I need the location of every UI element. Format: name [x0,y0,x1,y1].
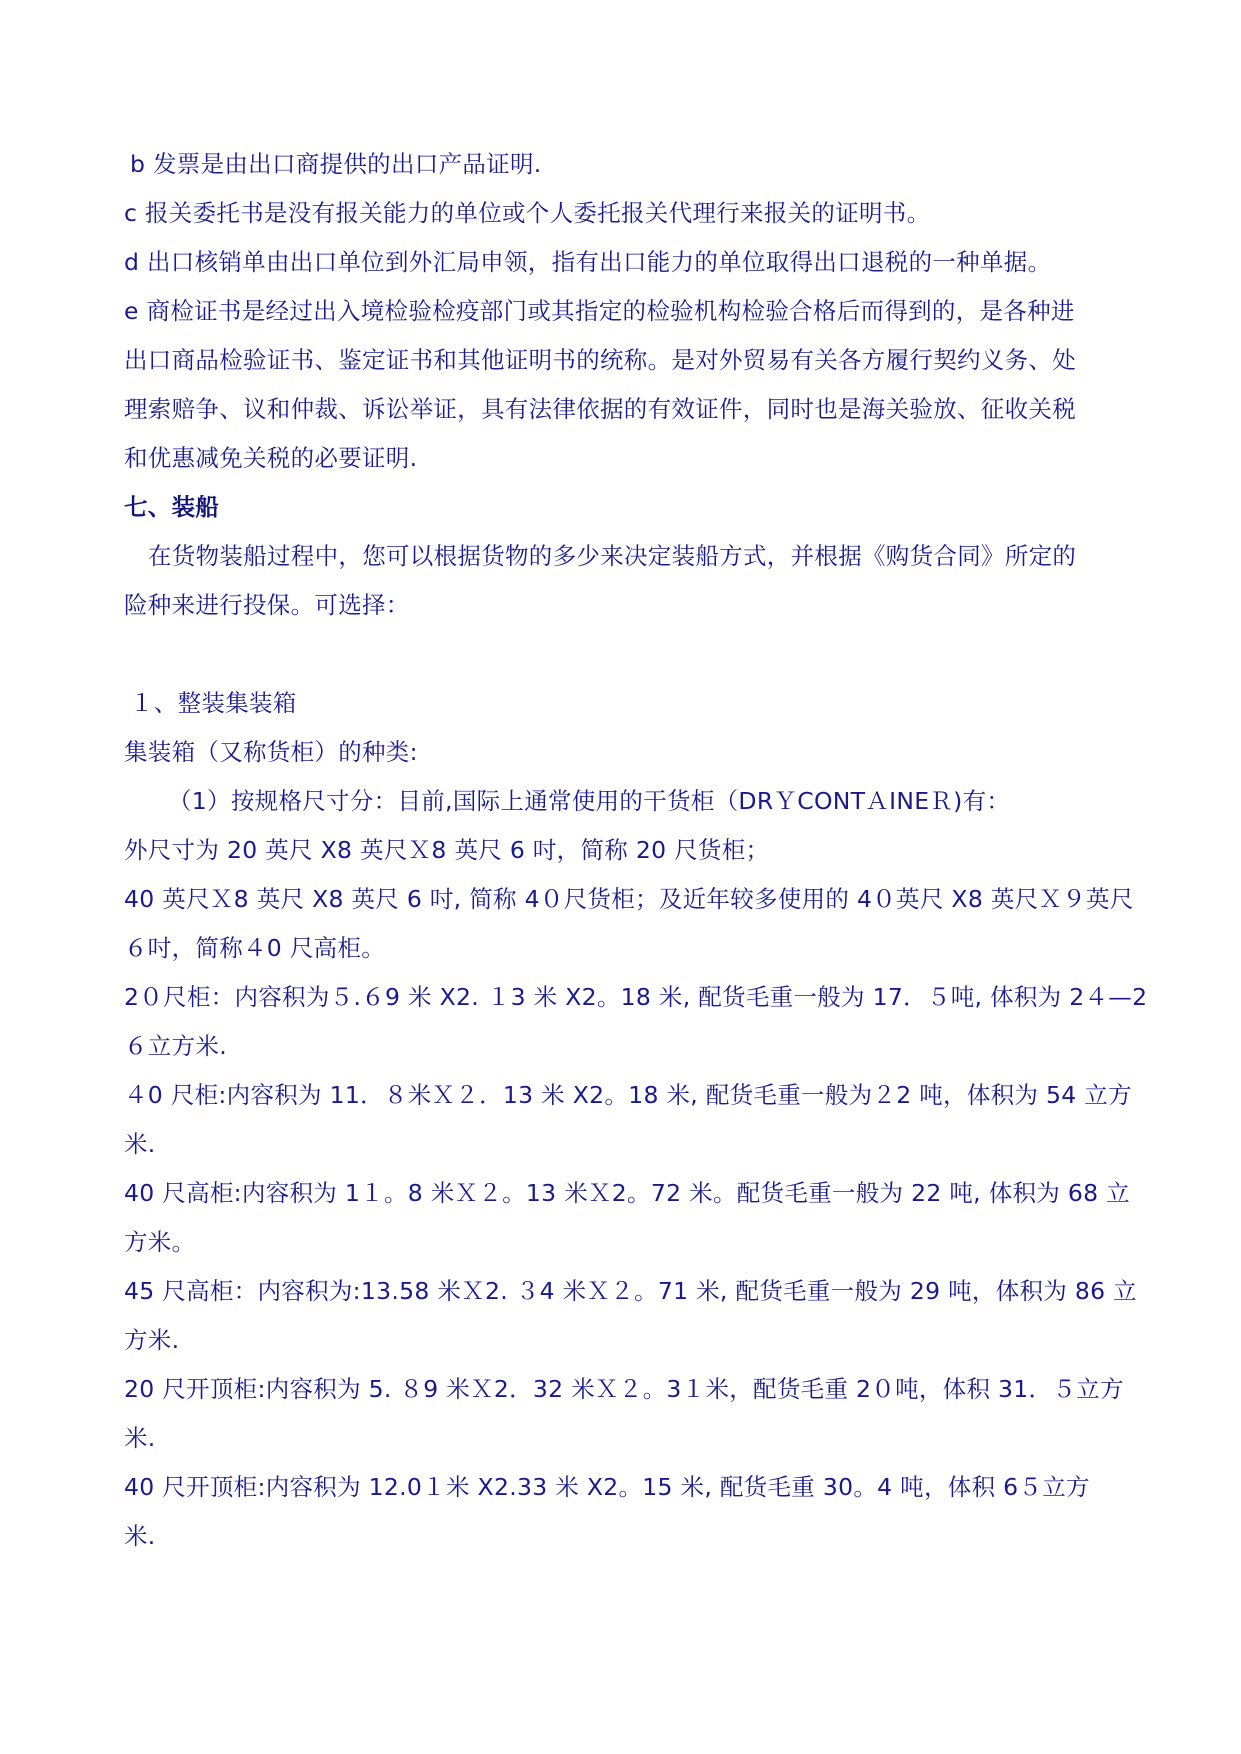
container-20-open-top-line-1: 20 尺开顶柜:内容积为 5. ８9 米Ｘ2．32 米Ｘ２。3１米，配货毛重 2０吨，体积 31．５立方 [124,1375,1124,1403]
container-40-high-line-1: 40 尺高柜:内容积为 1１。8 米Ｘ２。13 米Ｘ2。72 米。配货毛重一般为 22 吨, 体积为 68 立 [124,1179,1130,1207]
item-c: c 报关委托书是没有报关能力的单位或个人委托报关代理行来报关的证明书。 [124,199,931,227]
container-40-high-line-2: 方米。 [124,1228,196,1256]
container-40-open-top-line-2: 米. [124,1522,156,1550]
document-page [124,140,1148,1561]
container-20-line-2: ６立方米. [124,1032,227,1060]
item-e-line-3: 理索赔争、议和仲裁、诉讼举证，具有法律依据的有效证件，同时也是海关验放、征收关税 [124,395,1076,423]
container-20-open-top-line-2: 米. [124,1424,156,1452]
size-40-line-1: 40 英尺Ｘ8 英尺 X8 英尺 6 吋, 简称 4０尺货柜；及近年较多使用的 4０英尺 X8 英尺Ｘ９英尺 [124,885,1134,913]
intro-line-2: 险种来进行投保。可选择： [124,591,410,619]
blank-line [124,630,1134,679]
container-types-label: 集装箱（又称货柜）的种类: [124,738,418,766]
container-45-high-line-1: 45 尺高柜：内容积为:13.58 米Ｘ2. ３4 米Ｘ２。71 米, 配货毛重一般为 29 吨，体积为 86 立 [124,1277,1137,1305]
container-40-line-1: ４0 尺柜:内容积为 11．８米Ｘ２．13 米 X2。18 米, 配货毛重一般为２2 吨，体积为 54 立方 [124,1081,1132,1109]
item-e-line-4: 和优惠减免关税的必要证明. [124,444,418,472]
intro-line-1: 在货物装船过程中，您可以根据货物的多少来决定装船方式，并根据《购货合同》所定的 [148,542,1077,570]
item-e-line-1: e 商检证书是经过出入境检验检疫部门或其指定的检验机构检验合格后而得到的，是各种进 [124,297,1075,325]
container-45-high-line-2: 方米. [124,1326,180,1354]
size-20-line: 外尺寸为 20 英尺 X8 英尺Ｘ8 英尺 6 吋，简称 20 尺货柜； [124,836,770,864]
container-40-line-2: 米. [124,1130,156,1158]
section-heading: 七、装船 [124,493,220,521]
item-e-line-2: 出口商品检验证书、鉴定证书和其他证明书的统称。是对外贸易有关各方履行契约义务、处 [124,346,1076,374]
subsection-title: １、整装集装箱 [130,689,297,717]
container-40-open-top-line-1: 40 尺开顶柜:内容积为 12.0１米 X2.33 米 X2。15 米, 配货毛重 30。4 吨，体积 6５立方 [124,1473,1090,1501]
container-20-line-1: 2０尺柜：内容积为５.６9 米 X2. １3 米 X2。18 米, 配货毛重一般为 17．５吨, 体积为 2４—2 [124,983,1148,1011]
item-d: d 出口核销单由出口单位到外汇局申领，指有出口能力的单位取得出口退税的一种单据。 [124,248,1052,276]
by-spec-line: （1）按规格尺寸分：目前,国际上通常使用的干货柜（DRＹCONTＡINEＲ)有： [168,787,1011,815]
item-b: b 发票是由出口商提供的出口产品证明. [130,150,542,178]
size-40-line-2: ６吋，简称４0 尺高柜。 [124,934,386,962]
